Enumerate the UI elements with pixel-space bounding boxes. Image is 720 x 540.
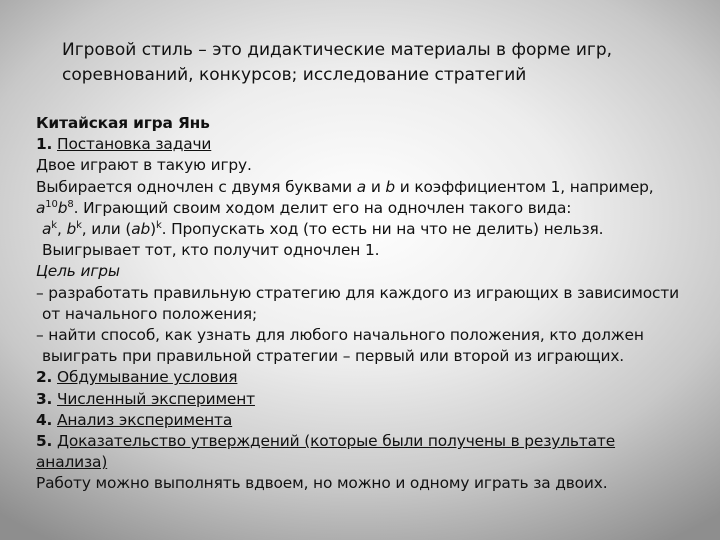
step-2	[36, 367, 712, 388]
step-3	[36, 389, 712, 410]
game-title: Китайская игра Янь	[36, 114, 210, 132]
example-var-a: a	[36, 198, 46, 217]
example-exp-b: 8	[67, 198, 74, 210]
step-4-number: 4.	[36, 410, 53, 429]
divisor-sep-3: )	[150, 220, 156, 239]
divisor-exp-1: k	[51, 219, 57, 231]
step-1	[36, 134, 712, 155]
rule-monomial-text-b: и	[366, 177, 386, 196]
goal-1-line-2: от начального положения;	[42, 304, 258, 323]
rule-monomial	[36, 177, 712, 198]
divisor-sep-2: , или (	[81, 220, 132, 239]
divisor-var-b: b	[66, 220, 77, 239]
goal-label: Цель игры	[36, 262, 120, 281]
step-5	[36, 431, 712, 452]
goal-2-line-2: выиграть при правильной стратегии – первый или второй из играющих.	[42, 347, 625, 366]
goal-2-line-1: – найти способ, как узнать для любого начального положения, кто должен	[36, 326, 644, 345]
rule-divisors	[36, 219, 712, 240]
rule-example	[36, 198, 712, 219]
step-1-label: Постановка задачи	[57, 135, 212, 154]
step-3-number: 3.	[36, 389, 53, 408]
game-description	[36, 113, 712, 495]
closing-note: Работу можно выполнять вдвоем, но можно и одному играть за двоих.	[36, 474, 608, 493]
example-var-b: b	[57, 198, 68, 217]
rule-divisors-text: . Пропускать ход (то есть ни на что не делить) нельзя.	[161, 220, 604, 239]
divisor-sep-1: ,	[56, 220, 67, 239]
heading-line-1: Игровой стиль – это дидактические материалы в форме игр,	[62, 40, 613, 60]
divisor-exp-2: k	[76, 219, 82, 231]
divisor-exp-3: k	[155, 219, 162, 231]
divisor-var-a: a	[42, 220, 52, 239]
step-4-label: Анализ эксперимента	[57, 410, 233, 429]
step-5-number: 5.	[36, 432, 53, 451]
step-2-number: 2.	[36, 368, 53, 387]
rule-players: Двое играют в такую игру.	[36, 156, 252, 175]
divisor-var-ab: ab	[131, 220, 151, 239]
example-exp-a: 10	[45, 198, 58, 210]
step-5-label-continued: анализа)	[36, 453, 108, 472]
step-3-label: Численный эксперимент	[57, 389, 255, 408]
rule-example-text: . Играющий своим ходом делит его на одночлен такого вида:	[73, 198, 572, 217]
rule-monomial-text-c: и коэффициентом 1, например,	[395, 177, 654, 196]
step-1-number: 1.	[36, 135, 53, 154]
goal-1-line-1: – разработать правильную стратегию для каждого из играющих в зависимости	[36, 283, 679, 302]
rule-monomial-text-a: Выбирается одночлен с двумя буквами	[36, 177, 357, 196]
variable-b: b	[385, 177, 396, 196]
heading-line-2: соревнований, конкурсов; исследование стратегий	[62, 65, 527, 85]
step-4	[36, 410, 712, 431]
slide-heading	[62, 38, 682, 88]
step-5-label: Доказательство утверждений (которые были получены в результате	[57, 432, 616, 451]
variable-a: a	[356, 177, 367, 196]
rule-winner: Выигрывает тот, кто получит одночлен 1.	[42, 241, 380, 260]
step-2-label: Обдумывание условия	[57, 368, 238, 387]
